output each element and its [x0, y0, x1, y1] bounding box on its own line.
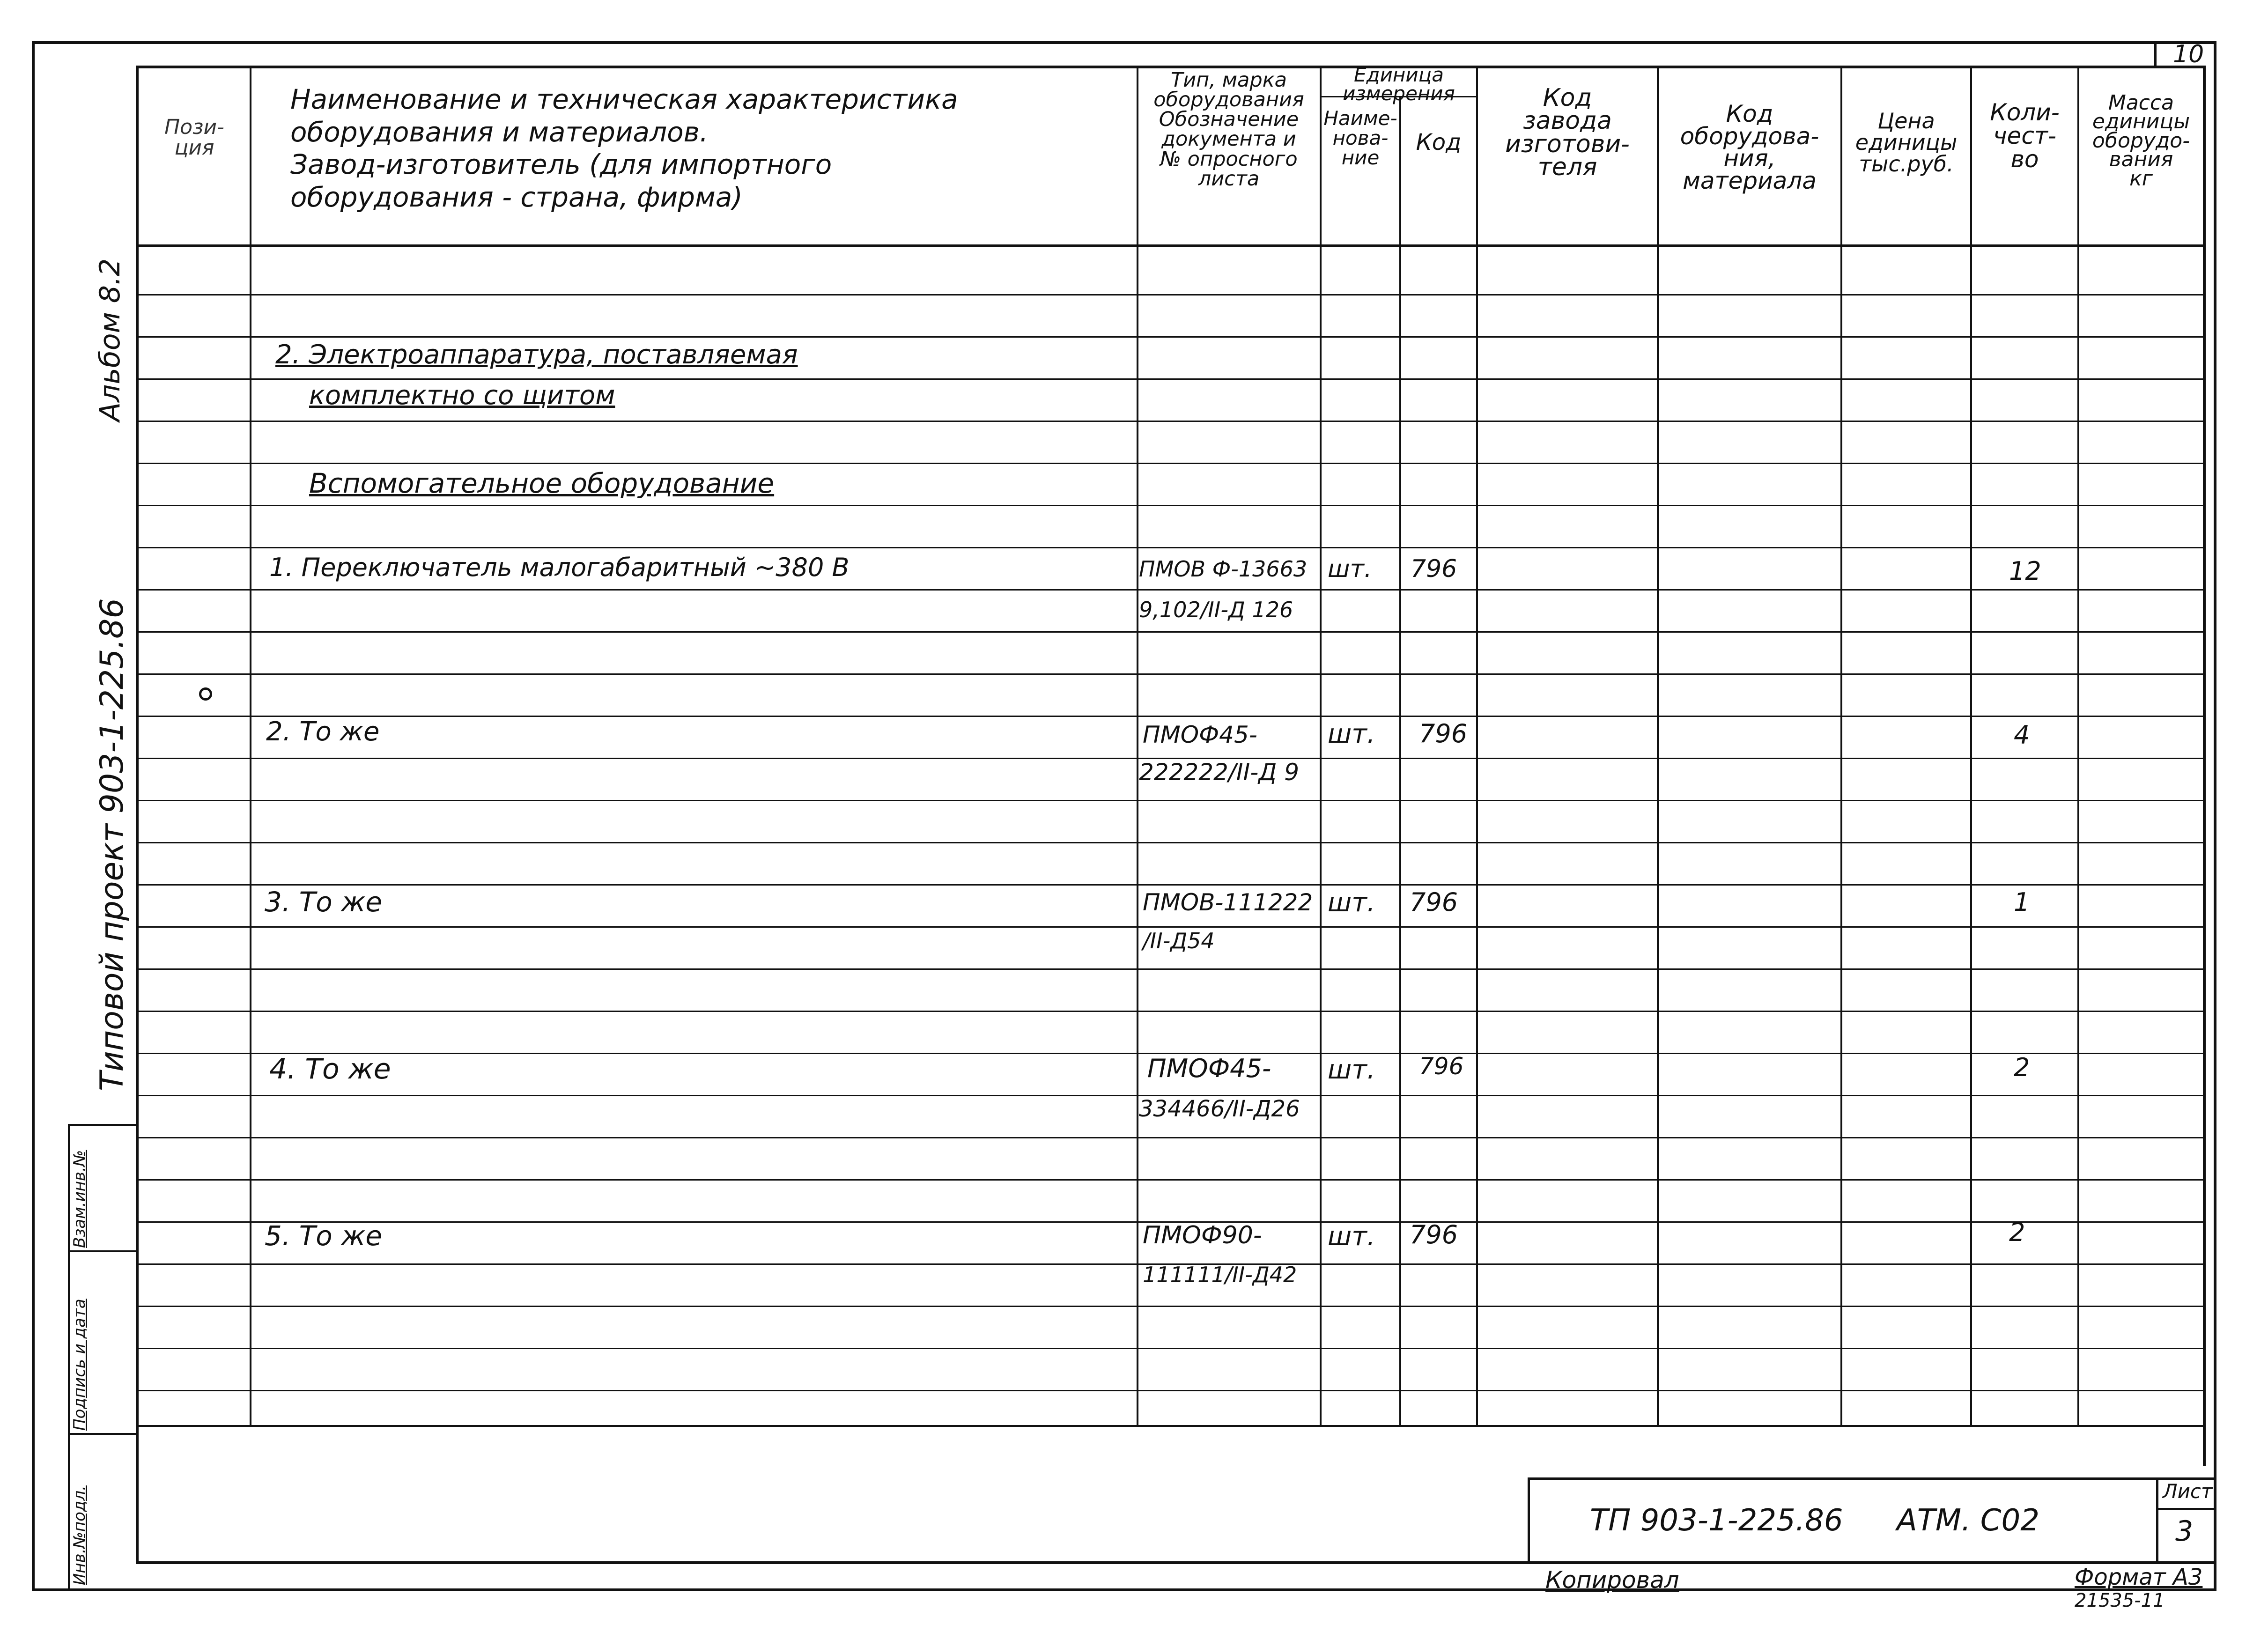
row-line [136, 378, 2206, 380]
item-type: ПМОФ45- [1143, 721, 1257, 748]
item-unit: шт. [1328, 719, 1375, 749]
item-name: 1. Переключатель малогабаритный ~380 В [269, 553, 850, 582]
item-quantity: 12 [2009, 556, 2041, 586]
item-type-doc: 222222/II-Д 9 [1139, 759, 1300, 786]
row-line [136, 421, 2206, 422]
item-type: ПМОВ-111222 [1143, 889, 1313, 916]
row-line [136, 926, 2206, 928]
item-quantity: 4 [2014, 720, 2030, 750]
row-line [136, 505, 2206, 506]
item-name: 4. То же [269, 1053, 391, 1086]
stamp-signature-date: Подпись и дата [70, 1299, 89, 1431]
row-line [136, 1306, 2206, 1307]
item-name: 5. То же [265, 1220, 383, 1252]
row-line [136, 547, 2206, 548]
item-unit-code: 796 [1411, 555, 1457, 583]
sheet-label: Лист [2163, 1480, 2213, 1503]
item-type-doc: /II-Д54 [1143, 928, 1215, 953]
section-subtitle: Вспомогательное оборудование [309, 467, 775, 499]
item-unit-code: 796 [1410, 887, 1458, 917]
row-line [136, 968, 2206, 970]
col-header-type: Тип, марка оборудования Обозначение документа и № опросного листа [1153, 68, 1304, 191]
item-unit: шт. [1328, 555, 1372, 583]
item-type-doc: 334466/II-Д26 [1139, 1096, 1300, 1122]
item-type-doc: 9,102/II-Д 126 [1139, 597, 1293, 622]
col-header-quantity: Коли- чест- во [1990, 99, 2060, 173]
doc-code: ТП 903-1-225.86 [1590, 1503, 1843, 1538]
col-header-mass: Масса единицы оборудо- вания кг [2092, 91, 2190, 191]
row-line [136, 1348, 2206, 1349]
item-unit: шт. [1328, 1055, 1375, 1085]
item-quantity: 2 [2009, 1218, 2025, 1247]
item-type: ПМОФ45- [1147, 1054, 1271, 1083]
copied-by-label: Копировал [1545, 1566, 1679, 1594]
row-line [136, 1179, 2206, 1181]
row-line [136, 1390, 2206, 1391]
stamp-inv-original: Инв.№подл. [70, 1485, 89, 1585]
row-line [136, 884, 2206, 886]
item-type: ПМОФ90- [1143, 1221, 1262, 1249]
row-line [136, 463, 2206, 464]
item-unit-code: 796 [1419, 1053, 1464, 1080]
col-header-unit-code: Код [1416, 129, 1462, 155]
row-line [136, 842, 2206, 843]
item-unit: шт. [1328, 1221, 1375, 1252]
inventory-number: 21535-11 [2075, 1590, 2165, 1611]
item-name: 2. То же [266, 716, 380, 747]
row-line [136, 336, 2206, 338]
sheet-number: 3 [2175, 1515, 2194, 1548]
col-header-name: Наименование и техническая характеристика оборудования и материалов. Завод-изготовитель (для импортного оборудования - страна, фирма) [290, 83, 958, 213]
item-type: ПМОВ Ф-13663 [1139, 556, 1308, 582]
item-unit: шт. [1328, 887, 1375, 918]
row-line [136, 631, 2206, 633]
project-label: Типовой проект 903-1-225.86 [94, 598, 131, 1091]
col-header-factory-code: Код завода изготови- теля [1505, 84, 1630, 182]
col-header-equipment-code: Код оборудова- ния, материала [1680, 100, 1819, 194]
sheet-corner-number: 10 [2173, 40, 2204, 68]
row-line [136, 589, 2206, 591]
doc-mark: АТМ. С02 [1897, 1503, 2039, 1538]
section-title-line2: комплектно со щитом [309, 380, 615, 411]
stamp-replace-inv: Взам.инв.№ [70, 1150, 89, 1248]
col-header-price: Цена единицы тыс.руб. [1855, 108, 1958, 177]
item-name: 3. То же [265, 886, 383, 918]
item-unit-code: 796 [1410, 1220, 1458, 1249]
row-line [136, 1137, 2206, 1138]
section-title-line1: 2. Электроаппаратура, поставляемая [275, 340, 798, 370]
item-type-doc: 111111/II-Д42 [1143, 1262, 1297, 1287]
row-line [136, 294, 2206, 295]
row-line [136, 673, 2206, 675]
item-quantity: 1 [2014, 887, 2030, 917]
col-header-unit-name: Наиме- нова- ние [1323, 107, 1397, 169]
item-unit-code: 796 [1419, 719, 1468, 748]
row-line [136, 1011, 2206, 1012]
format-label: Формат А3 [2075, 1564, 2203, 1590]
mark-dot [199, 687, 212, 701]
row-line [136, 716, 2206, 717]
col-header-unit-group: Единица измерения [1343, 63, 1455, 105]
row-line [136, 800, 2206, 801]
album-label: Альбом 8.2 [94, 258, 126, 421]
col-header-position: Пози- ция [164, 115, 224, 160]
item-quantity: 2 [2014, 1053, 2030, 1082]
